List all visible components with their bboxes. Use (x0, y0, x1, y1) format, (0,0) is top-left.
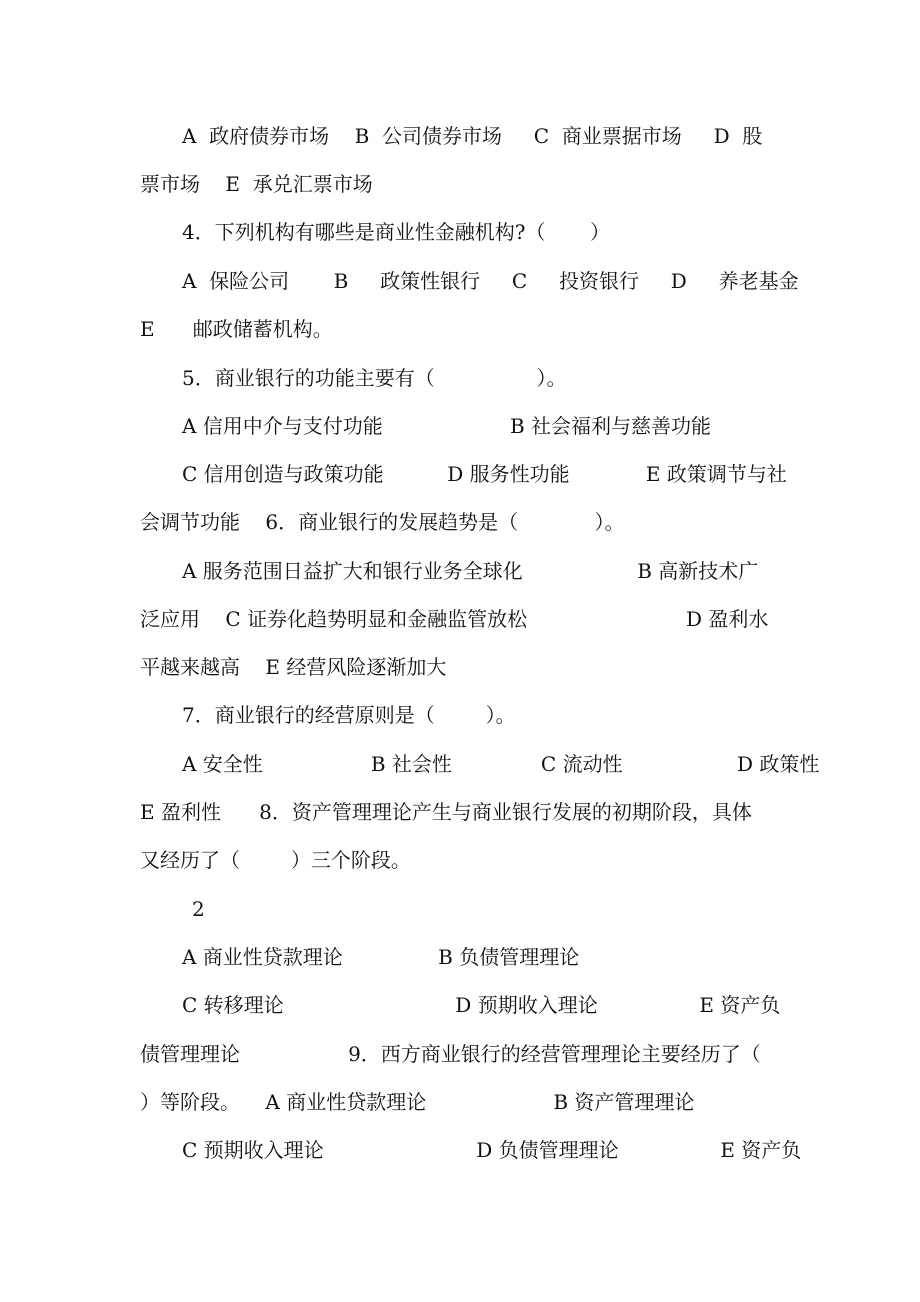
text-line: C 预期收入理论 D 负债管理理论 E 资产负 (182, 1138, 802, 1162)
text-line: A 安全性 B 社会性 C 流动性 D 政策性 (182, 752, 820, 776)
text-line: A 信用中介与支付功能 B 社会福利与慈善功能 (182, 414, 712, 438)
text-line: 4．下列机构有哪些是商业性金融机构?（ ） (182, 220, 610, 244)
text-line: 泛应用 C 证券化趋势明显和金融监管放松 D 盈利水 (140, 607, 769, 631)
text-line: 又经历了（ ）三个阶段。 (140, 848, 411, 872)
text-line: ）等阶段。 A 商业性贷款理论 B 资产管理理论 (140, 1090, 695, 1114)
text-line: E 盈利性 8．资产管理理论产生与商业银行发展的初期阶段，具体 (140, 800, 752, 824)
text-line: 5．商业银行的功能主要有（ ）。 (182, 366, 567, 390)
text-line: A 商业性贷款理论 B 负债管理理论 (182, 945, 580, 969)
text-line: A 保险公司 B 政策性银行 C 投资银行 D 养老基金 (182, 269, 799, 293)
text-line: C 信用创造与政策功能 D 服务性功能 E 政策调节与社 (182, 462, 787, 486)
text-line: 平越来越高 E 经营风险逐渐加大 (140, 655, 447, 679)
page-number: 2 (192, 897, 205, 921)
text-line: A 服务范围日益扩大和银行业务全球化 B 高新技术广 (182, 559, 759, 583)
text-line: 债管理理论 9．西方商业银行的经营管理理论主要经历了（ (140, 1042, 761, 1066)
text-line: 会调节功能 6．商业银行的发展趋势是（ ）。 (140, 510, 625, 534)
text-line: C 转移理论 D 预期收入理论 E 资产负 (182, 993, 781, 1017)
text-line: A 政府债券市场 B 公司债券市场 C 商业票据市场 D 股 (182, 124, 763, 148)
text-line: 票市场 E 承兑汇票市场 (140, 172, 373, 196)
text-line: E 邮政储蓄机构。 (140, 317, 333, 341)
text-line: 7．商业银行的经营原则是（ ）。 (182, 703, 516, 727)
